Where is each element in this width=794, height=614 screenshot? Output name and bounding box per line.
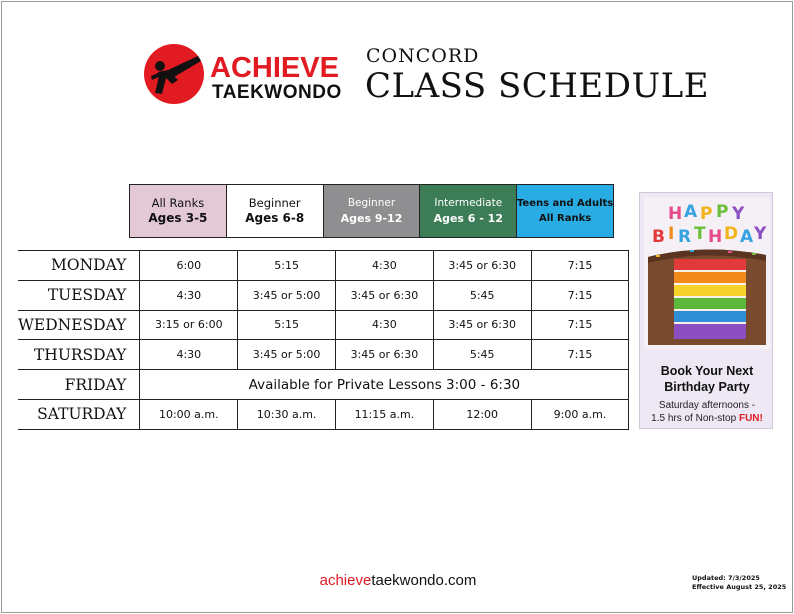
svg-text:P: P [716,202,729,222]
level-name: All Ranks [151,196,205,210]
promo-sub-line2: 1.5 hrs of Non-stop [651,413,737,424]
updated-date: Updated: 7/3/2025 [692,574,760,582]
time-cell: 6:00 [140,251,238,281]
time-cell: 5:15 [238,251,336,281]
schedule-page [1,1,793,613]
day-label: MONDAY [18,251,140,281]
day-label: TUESDAY [18,280,140,310]
svg-text:A: A [740,227,754,247]
level-name: Beginner [347,197,396,209]
effective-date: Effective August 25, 2025 [692,583,787,591]
time-cell: 3:45 or 6:30 [433,251,531,281]
website-url[interactable] [2,572,794,589]
logo-text-taekwondo: TAEKWONDO [212,82,342,103]
time-cell: 5:45 [433,340,531,370]
promo-heading-line2: Birthday Party [664,380,750,394]
table-row-wednesday [18,310,629,340]
time-cell: 11:15 a.m. [336,399,434,429]
page-title: CLASS SCHEDULE [365,66,710,106]
level-name: Beginner [248,196,301,210]
website-part-taekwondo: taekwondo.com [371,572,477,589]
kicker-emblem-icon [144,44,204,104]
time-cell: 3:45 or 5:00 [238,280,336,310]
update-info [692,574,786,592]
website-part-achieve: achieve [319,572,372,589]
svg-text:R: R [678,227,692,247]
promo-heading [640,363,774,395]
time-cell: 10:30 a.m. [238,399,336,429]
time-cell: 10:00 a.m. [140,399,238,429]
time-cell: 12:00 [433,399,531,429]
svg-text:H: H [708,227,723,247]
time-cell: 9:00 a.m. [531,399,629,429]
time-cell: 7:15 [531,310,629,340]
svg-text:T: T [694,224,706,244]
day-label: WEDNESDAY [18,310,140,340]
time-cell: 5:45 [433,280,531,310]
table-row-tuesday [18,280,629,310]
private-lessons-note: Available for Private Lessons 3:00 - 6:30 [140,370,629,400]
svg-text:Y: Y [754,224,767,244]
time-cell: 5:15 [238,310,336,340]
time-cell: 3:45 or 5:00 [238,340,336,370]
achieve-logo [142,44,342,106]
level-header-beginner-6-8 [226,184,324,238]
time-cell: 3:15 or 6:00 [140,310,238,340]
time-cell: 3:45 or 6:30 [336,280,434,310]
promo-subtext [640,399,774,425]
birthday-party-promo [639,192,773,429]
schedule-table [18,250,629,430]
svg-text:A: A [684,202,698,222]
time-cell: 7:15 [531,280,629,310]
day-label: THURSDAY [18,340,140,370]
svg-text:Y: Y [732,204,745,224]
level-header-all-ranks-3-5 [129,184,227,238]
level-ages: Ages 9-12 [340,212,403,225]
time-cell: 4:30 [140,340,238,370]
table-row-friday [18,370,629,400]
level-ages: Ages 6 - 12 [433,212,503,225]
level-ages: Ages 3-5 [148,211,208,225]
day-label: FRIDAY [18,370,140,400]
svg-text:D: D [724,224,739,244]
time-cell: 4:30 [336,310,434,340]
table-row-saturday [18,399,629,429]
day-label: SATURDAY [18,399,140,429]
svg-text:P: P [700,204,713,224]
time-cell: 3:45 or 6:30 [433,310,531,340]
level-ages: Ages 6-8 [245,211,305,225]
table-row-monday [18,251,629,281]
location-label: CONCORD [366,45,480,67]
level-header-beginner-9-12 [323,184,421,238]
table-row-thursday [18,340,629,370]
level-header-intermediate [419,184,517,238]
level-ages: All Ranks [538,213,592,224]
promo-heading-line1: Book Your Next [660,364,754,378]
promo-sub-line1: Saturday afternoons - [658,400,756,411]
time-cell: 4:30 [140,280,238,310]
logo-text-achieve: ACHIEVE [210,52,339,84]
svg-text:I: I [668,224,675,244]
level-name: Teens and Adults [516,198,614,209]
svg-text:H: H [668,204,683,224]
level-header-teens-adults [516,184,614,238]
level-header-row [129,184,614,238]
time-cell: 3:45 or 6:30 [336,340,434,370]
svg-text:B: B [652,227,665,247]
level-name: Intermediate [434,197,503,209]
time-cell: 4:30 [336,251,434,281]
promo-sub-line2-wrap [640,412,774,425]
promo-fun-emphasis: FUN! [738,413,763,424]
time-cell: 7:15 [531,251,629,281]
time-cell: 7:15 [531,340,629,370]
rainbow-cake-image-icon [644,197,770,349]
